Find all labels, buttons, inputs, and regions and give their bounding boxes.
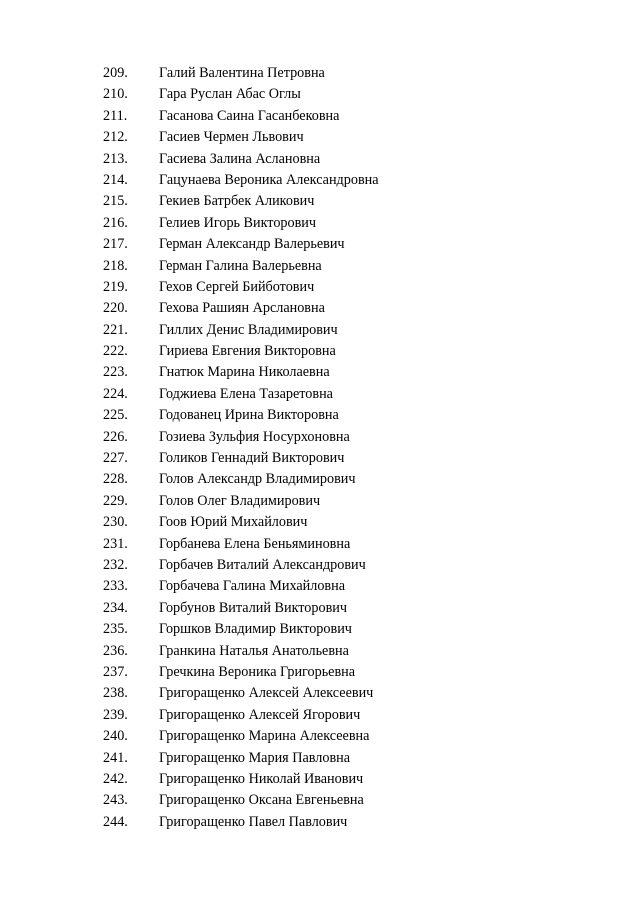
entry-number: 242.	[103, 770, 128, 787]
entry-name: Григоращенко Оксана Евгеньевна	[159, 792, 364, 809]
entry-name: Герман Галина Валерьевна	[159, 257, 322, 274]
entry-number: 216.	[103, 214, 128, 231]
entry-number: 221.	[103, 321, 128, 338]
list-item	[0, 619, 640, 640]
entry-name: Годованец Ирина Викторовна	[159, 407, 339, 424]
list-item	[0, 320, 640, 341]
entry-name: Голиков Геннадий Викторович	[159, 450, 345, 467]
entry-number: 233.	[103, 578, 128, 595]
list-item	[0, 641, 640, 662]
entry-number: 243.	[103, 792, 128, 809]
entry-number: 240.	[103, 728, 128, 745]
list-item	[0, 106, 640, 127]
entry-name: Гелиев Игорь Викторович	[159, 214, 317, 231]
entry-number: 222.	[103, 343, 128, 360]
entry-name: Горбанева Елена Беньяминовна	[159, 535, 351, 552]
list-item	[0, 576, 640, 597]
list-item	[0, 191, 640, 212]
list-item	[0, 812, 640, 833]
entry-name: Гоов Юрий Михайлович	[159, 514, 308, 531]
list-item	[0, 512, 640, 533]
entry-number: 241.	[103, 749, 128, 766]
list-item	[0, 448, 640, 469]
entry-name: Григоращенко Алексей Ягорович	[159, 706, 361, 723]
entry-name: Гацунаева Вероника Александровна	[159, 171, 379, 188]
list-item	[0, 534, 640, 555]
list-item	[0, 683, 640, 704]
entry-number: 238.	[103, 685, 128, 702]
entry-name: Григоращенко Мария Павловна	[159, 749, 351, 766]
entry-number: 211.	[103, 107, 128, 124]
entry-name: Горшков Владимир Викторович	[159, 621, 352, 638]
entry-number: 224.	[103, 385, 128, 402]
list-item	[0, 234, 640, 255]
list-item	[0, 298, 640, 319]
entry-number: 225.	[103, 407, 128, 424]
list-item	[0, 705, 640, 726]
list-item	[0, 405, 640, 426]
entry-name: Гречкина Вероника Григорьевна	[159, 663, 356, 680]
entry-name: Горбачев Виталий Александрович	[159, 556, 366, 573]
list-item	[0, 469, 640, 490]
entry-name: Голов Александр Владимирович	[159, 471, 356, 488]
entry-number: 213.	[103, 150, 128, 167]
list-item	[0, 213, 640, 234]
entry-name: Гириева Евгения Викторовна	[159, 343, 336, 360]
entry-name: Григоращенко Николай Иванович	[159, 770, 364, 787]
entry-number: 220.	[103, 300, 128, 317]
entry-name: Горбачева Галина Михайловна	[159, 578, 346, 595]
entry-number: 229.	[103, 492, 128, 509]
list-item	[0, 63, 640, 84]
entry-name: Гехова Рашиян Арслановна	[159, 300, 325, 317]
entry-number: 210.	[103, 86, 128, 103]
list-item	[0, 598, 640, 619]
list-item	[0, 427, 640, 448]
list-item	[0, 127, 640, 148]
entry-number: 235.	[103, 621, 128, 638]
entry-name: Гасиев Чермен Львович	[159, 129, 304, 146]
entry-name: Гара Руслан Абас Оглы	[159, 86, 301, 103]
entry-name: Гекиев Батрбек Аликович	[159, 193, 315, 210]
entry-name: Горбунов Виталий Викторович	[159, 599, 347, 616]
entry-name: Гранкина Наталья Анатольевна	[159, 642, 349, 659]
entry-name: Голов Олег Владимирович	[159, 492, 321, 509]
entry-number: 223.	[103, 364, 128, 381]
entry-name: Григоращенко Алексей Алексеевич	[159, 685, 374, 702]
entry-number: 226.	[103, 428, 128, 445]
list-item	[0, 277, 640, 298]
entry-number: 230.	[103, 514, 128, 531]
list-item	[0, 170, 640, 191]
entry-number: 218.	[103, 257, 128, 274]
entry-name: Гасанова Саина Гасанбековна	[159, 107, 340, 124]
entry-number: 239.	[103, 706, 128, 723]
list-item	[0, 384, 640, 405]
entry-number: 236.	[103, 642, 128, 659]
entry-number: 232.	[103, 556, 128, 573]
entry-name: Герман Александр Валерьевич	[159, 236, 345, 253]
entry-number: 217.	[103, 236, 128, 253]
entry-number: 237.	[103, 663, 128, 680]
list-item	[0, 555, 640, 576]
list-item	[0, 84, 640, 105]
list-item	[0, 769, 640, 790]
list-item	[0, 362, 640, 383]
list-item	[0, 748, 640, 769]
entry-name: Гнатюк Марина Николаевна	[159, 364, 330, 381]
entry-name: Годжиева Елена Тазаретовна	[159, 385, 333, 402]
list-item	[0, 256, 640, 277]
list-item	[0, 726, 640, 747]
entry-number: 212.	[103, 129, 128, 146]
entry-number: 215.	[103, 193, 128, 210]
entry-name: Гехов Сергей Бийботович	[159, 278, 315, 295]
entry-number: 244.	[103, 813, 128, 830]
name-list	[0, 63, 640, 833]
entry-name: Григоращенко Марина Алексеевна	[159, 728, 370, 745]
entry-number: 231.	[103, 535, 128, 552]
list-item	[0, 790, 640, 811]
list-item	[0, 662, 640, 683]
entry-number: 214.	[103, 171, 128, 188]
entry-number: 227.	[103, 450, 128, 467]
list-item	[0, 341, 640, 362]
entry-name: Гасиева Залина Аслановна	[159, 150, 321, 167]
list-item	[0, 491, 640, 512]
list-item	[0, 149, 640, 170]
entry-name: Гозиева Зульфия Носурхоновна	[159, 428, 350, 445]
entry-name: Григоращенко Павел Павлович	[159, 813, 348, 830]
entry-number: 219.	[103, 278, 128, 295]
entry-number: 209.	[103, 65, 128, 81]
entry-name: Гиллих Денис Владимирович	[159, 321, 338, 338]
entry-number: 228.	[103, 471, 128, 488]
entry-number: 234.	[103, 599, 128, 616]
entry-name: Галий Валентина Петровна	[159, 65, 325, 81]
